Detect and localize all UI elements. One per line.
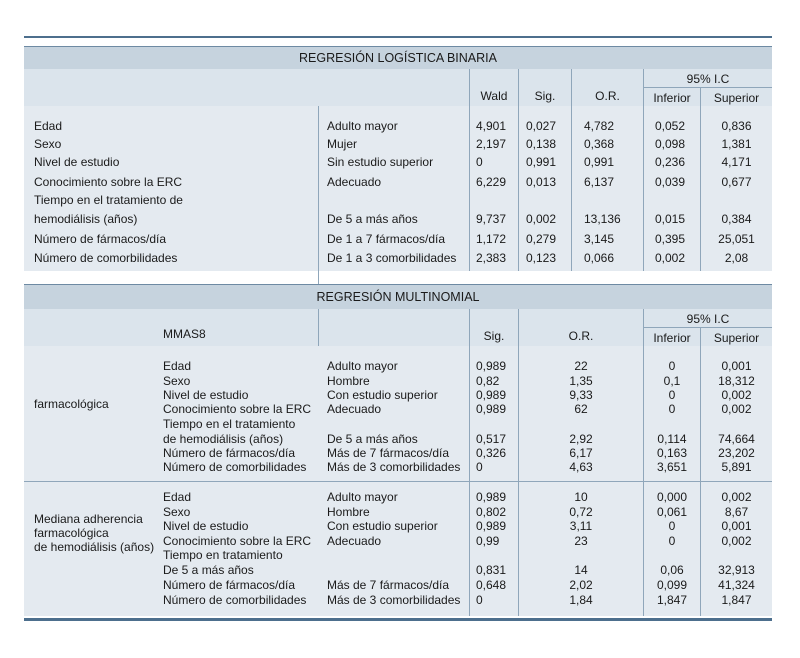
multinomial-inferior: 0 (668, 519, 676, 533)
multinomial-sig: 0,99 (476, 534, 500, 548)
logistic-inferior: 0,236 (655, 155, 686, 169)
multinomial-sig: 0,802 (476, 505, 507, 519)
multinomial-sig: 0 (476, 593, 483, 607)
multinomial-superior: 0,002 (721, 402, 752, 416)
multinomial-group-divider (24, 481, 772, 482)
logistic-category: De 1 a 3 comorbilidades (327, 251, 457, 265)
multinomial-sig: 0,989 (476, 490, 507, 504)
top-rule (24, 36, 772, 38)
multinomial-col-divider (469, 309, 470, 616)
multinomial-inferior: 0,163 (656, 446, 688, 460)
multinomial-sig: 0,326 (476, 446, 507, 460)
logistic-header-or: O.R. (595, 89, 620, 103)
multinomial-inferior: 0,061 (656, 505, 688, 519)
multinomial-sig: 0,989 (476, 388, 507, 402)
logistic-superior: 1,381 (721, 137, 752, 151)
multinomial-category: Adulto mayor (327, 359, 398, 373)
multinomial-sig: 0,831 (476, 563, 507, 577)
logistic-header-ci: 95% I.C (686, 72, 730, 86)
multinomial-superior: 0,002 (721, 388, 752, 402)
logistic-superior: 0,384 (721, 212, 752, 226)
logistic-or: 13,136 (584, 212, 621, 226)
multinomial-inferior: 3,651 (656, 460, 688, 474)
multinomial-or: 2,92 (569, 432, 593, 446)
multinomial-category: Adecuado (327, 534, 382, 548)
logistic-category: De 5 a más años (327, 212, 418, 226)
logistic-wald: 4,901 (476, 119, 507, 133)
multinomial-group-label: Mediana adherencia (34, 512, 143, 526)
multinomial-inferior: 0 (668, 359, 676, 373)
multinomial-sig: 0 (476, 460, 483, 474)
multinomial-variable: Número de comorbilidades (163, 460, 307, 474)
logistic-or: 0,368 (584, 137, 615, 151)
logistic-ci-divider (644, 87, 772, 88)
logistic-category: Sin estudio superior (327, 155, 434, 169)
logistic-wald: 9,737 (476, 212, 507, 226)
multinomial-superior: 8,67 (724, 505, 749, 519)
multinomial-header-inferior: Inferior (653, 331, 691, 345)
logistic-variable: Número de fármacos/día (34, 232, 167, 246)
multinomial-variable: Edad (163, 359, 192, 373)
multinomial-or: 22 (574, 359, 588, 373)
multinomial-title: REGRESIÓN MULTINOMIAL (316, 290, 480, 304)
logistic-title-bar (24, 46, 772, 69)
table-gap-divider (318, 271, 319, 284)
multinomial-variable: Número de comorbilidades (163, 593, 307, 607)
multinomial-superior: 32,913 (718, 563, 755, 577)
multinomial-inferior: 0 (668, 534, 676, 548)
multinomial-variable: Nivel de estudio (163, 388, 249, 402)
multinomial-inferior: 0,1 (663, 374, 681, 388)
logistic-inferior: 0,395 (655, 232, 686, 246)
multinomial-sig: 0,517 (476, 432, 507, 446)
logistic-wald: 2,383 (476, 251, 507, 265)
multinomial-header-ci: 95% I.C (686, 312, 730, 326)
multinomial-variable: Número de fármacos/día (163, 446, 296, 460)
multinomial-variable: Conocimiento sobre la ERC (163, 402, 312, 416)
logistic-superior: 25,051 (718, 232, 755, 246)
multinomial-category: Más de 7 fármacos/día (327, 446, 450, 460)
logistic-inferior: 0,015 (655, 212, 686, 226)
logistic-sig: 0,991 (526, 155, 557, 169)
logistic-sig: 0,027 (526, 119, 557, 133)
logistic-category: Adulto mayor (327, 119, 398, 133)
multinomial-superior: 5,891 (721, 460, 752, 474)
multinomial-header-sig: Sig. (483, 329, 505, 343)
logistic-or: 0,066 (584, 251, 615, 265)
logistic-wald: 0 (476, 155, 483, 169)
logistic-or: 6,137 (584, 175, 615, 189)
multinomial-or: 1,35 (569, 374, 593, 388)
logistic-category: Mujer (327, 137, 358, 151)
multinomial-superior: 0,001 (721, 359, 752, 373)
multinomial-variable: Edad (163, 490, 192, 504)
multinomial-variable: Sexo (163, 505, 191, 519)
logistic-variable-line1: Tiempo en el tratamiento de (34, 193, 183, 207)
multinomial-category: Más de 3 comorbilidades (327, 460, 461, 474)
logistic-col-divider (318, 106, 319, 271)
logistic-header-sig: Sig. (534, 89, 556, 103)
logistic-sig: 0,279 (526, 232, 557, 246)
multinomial-or: 1,84 (569, 593, 593, 607)
multinomial-ci-divider (644, 327, 772, 328)
logistic-or: 0,991 (584, 155, 615, 169)
multinomial-inferior: 0,06 (660, 563, 684, 577)
logistic-variable: Edad (34, 119, 63, 133)
multinomial-category: Con estudio superior (327, 388, 438, 402)
multinomial-or: 6,17 (569, 446, 593, 460)
multinomial-inferior: 0,000 (656, 490, 688, 504)
multinomial-header-superior: Superior (713, 331, 760, 345)
logistic-variable: hemodiálisis (años) (34, 212, 138, 226)
multinomial-title-bar (24, 284, 772, 309)
logistic-sig: 0,002 (526, 212, 557, 226)
logistic-inferior: 0,098 (655, 137, 686, 151)
multinomial-category: Más de 7 fármacos/día (327, 578, 450, 592)
multinomial-variable: de hemodiálisis (años) (163, 432, 284, 446)
multinomial-inferior: 0,114 (657, 432, 687, 446)
multinomial-or: 23 (574, 534, 588, 548)
multinomial-inferior: 0 (668, 402, 676, 416)
logistic-title: REGRESIÓN LOGÍSTICA BINARIA (299, 51, 497, 65)
logistic-wald: 6,229 (476, 175, 507, 189)
multinomial-superior: 0,001 (721, 519, 752, 533)
logistic-variable: Sexo (34, 137, 62, 151)
multinomial-group-label: farmacológica (34, 526, 109, 540)
multinomial-header-or: O.R. (568, 329, 594, 343)
multinomial-variable: Conocimiento sobre la ERC (163, 534, 312, 548)
multinomial-superior: 23,202 (718, 446, 755, 460)
multinomial-sig: 0,989 (476, 359, 507, 373)
multinomial-superior: 0,002 (721, 490, 752, 504)
logistic-or: 4,782 (584, 119, 615, 133)
multinomial-category: Adulto mayor (327, 490, 398, 504)
logistic-sig: 0,123 (526, 251, 557, 265)
multinomial-inferior: 0 (668, 388, 676, 402)
multinomial-variable: Sexo (163, 374, 191, 388)
multinomial-variable: Nivel de estudio (163, 519, 249, 533)
multinomial-superior: 74,664 (718, 432, 755, 446)
logistic-variable: Nivel de estudio (34, 155, 120, 169)
multinomial-header-mmas: MMAS8 (163, 327, 206, 341)
multinomial-category: De 5 a más años (327, 432, 418, 446)
multinomial-category: Hombre (327, 374, 370, 388)
logistic-category: De 1 a 7 fármacos/día (327, 232, 446, 246)
logistic-header-wald: Wald (480, 89, 508, 103)
multinomial-or: 0,72 (569, 505, 593, 519)
multinomial-superior: 41,324 (718, 578, 755, 592)
multinomial-variable: De 5 a más años (163, 563, 254, 577)
logistic-category: Adecuado (327, 175, 382, 189)
multinomial-or: 2,02 (569, 578, 593, 592)
logistic-superior: 0,677 (721, 175, 752, 189)
logistic-superior: 4,171 (721, 155, 752, 169)
multinomial-group-label: farmacológica (34, 397, 109, 411)
multinomial-category: Hombre (327, 505, 370, 519)
logistic-header-inferior: Inferior (653, 91, 691, 105)
logistic-sig: 0,138 (526, 137, 557, 151)
multinomial-variable-line1: Tiempo en tratamiento (163, 548, 283, 562)
multinomial-category: Más de 3 comorbilidades (327, 593, 461, 607)
multinomial-inferior: 0,099 (656, 578, 688, 592)
multinomial-or: 3,11 (569, 519, 593, 533)
logistic-wald: 1,172 (476, 232, 507, 246)
multinomial-or: 4,63 (569, 460, 593, 474)
multinomial-variable-line1: Tiempo en el tratamiento (163, 417, 296, 431)
multinomial-sig: 0,989 (476, 402, 507, 416)
bottom-rule (24, 618, 772, 621)
logistic-inferior: 0,039 (655, 175, 686, 189)
logistic-sig: 0,013 (526, 175, 557, 189)
logistic-superior: 0,836 (721, 119, 752, 133)
multinomial-sig: 0,82 (476, 374, 500, 388)
multinomial-inferior: 1,847 (656, 593, 688, 607)
logistic-header-superior: Superior (713, 91, 760, 105)
logistic-inferior: 0,002 (655, 251, 686, 265)
multinomial-sig: 0,989 (476, 519, 507, 533)
multinomial-or: 14 (574, 563, 588, 577)
logistic-superior: 2,08 (724, 251, 749, 265)
multinomial-or: 10 (574, 490, 588, 504)
logistic-inferior: 0,052 (655, 119, 686, 133)
multinomial-group-label: de hemodiálisis (años) (34, 540, 155, 554)
multinomial-sig: 0,648 (476, 578, 507, 592)
logistic-wald: 2,197 (476, 137, 507, 151)
multinomial-variable: Número de fármacos/día (163, 578, 296, 592)
multinomial-superior: 18,312 (718, 374, 755, 388)
multinomial-or: 9,33 (569, 388, 593, 402)
multinomial-or: 62 (574, 402, 588, 416)
multinomial-col-divider (318, 309, 319, 346)
logistic-or: 3,145 (584, 232, 615, 246)
multinomial-superior: 0,002 (721, 534, 752, 548)
multinomial-category: Con estudio superior (327, 519, 438, 533)
logistic-variable: Número de comorbilidades (34, 251, 178, 265)
multinomial-category: Adecuado (327, 402, 382, 416)
logistic-variable: Conocimiento sobre la ERC (34, 175, 183, 189)
multinomial-superior: 1,847 (721, 593, 752, 607)
